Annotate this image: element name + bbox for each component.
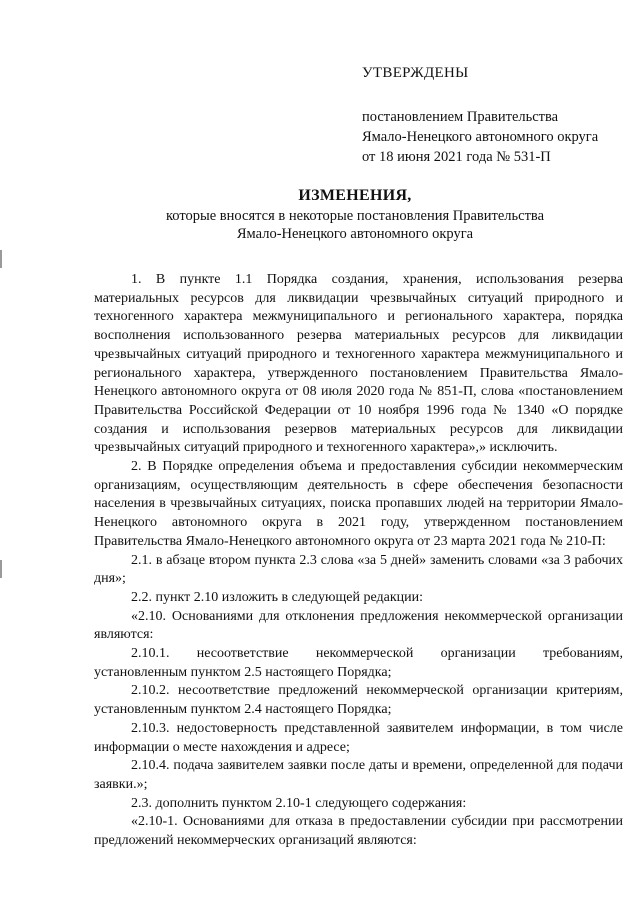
approval-line: Ямало-Ненецкого автономного округа: [362, 129, 599, 145]
document-title: ИЗМЕНЕНИЯ,: [298, 187, 412, 204]
paragraph-item-2-2: 2.2. пункт 2.10 изложить в следующей редакции:: [131, 589, 423, 605]
paragraph-item-2-10-1: 2.10.1. несоответствие некоммерческой организации требованиям, установленным пунктом 2.5 настоящего Порядка;: [94, 646, 623, 680]
scan-edge-mark: [0, 560, 2, 578]
paragraph-item-1: 1. В пункте 1.1 Порядка создания, хранения, использования резерва материальных ресурсов для ликвидации чрезвычайных ситуаций природного и техногенного характера межмуниципального и регионального характера, порядка восполнения использованного резерва материальных ресурсов для ликвидации чрезвычайных ситуаций природного и техногенного характера межмуниципального и регионального характера, утвержденного постановлением Правительства Ямало-Ненецкого автономного округа от 08 июля 2020 года № 851-П, слова «постановлением Правительства Российской Федерации от 10 ноября 1996 года № 1340 «О порядке создания и использования резервов материальных ресурсов для ликвидации чрезвычайных ситуаций природного и техногенного характера»,» исключить.: [94, 272, 623, 456]
approval-line: от 18 июня 2021 года № 531-П: [362, 149, 551, 165]
approval-heading: УТВЕРЖДЕНЫ: [362, 65, 469, 81]
paragraph-item-2-3: 2.3. дополнить пунктом 2.10-1 следующего содержания:: [131, 795, 467, 811]
scan-edge-mark: [0, 250, 2, 268]
document-subtitle: которые вносятся в некоторые постановления Правительства: [165, 208, 545, 224]
document-body: [94, 271, 623, 851]
paragraph-item-2-10: «2.10. Основаниями для отклонения предложения некоммерческой организации являются:: [94, 608, 623, 643]
document-subtitle: Ямало-Ненецкого автономного округа: [236, 226, 474, 242]
paragraph-item-2-10-4: 2.10.4. подача заявителем заявки после даты и времени, определенной для подачи заявки.»;: [94, 758, 623, 792]
paragraph-item-2-10-2: 2.10.2. несоответствие предложений некоммерческой организации критериям, установленным пунктом 2.4 настоящего Порядка;: [94, 683, 623, 718]
paragraph-item-2-1: 2.1. в абзаце втором пункта 2.3 слова «за 5 дней» заменить словами «за 3 рабочих дня»;: [94, 552, 623, 587]
document-title-block: [40, 187, 640, 243]
approval-block: [362, 63, 598, 167]
paragraph-item-2-10-3: 2.10.3. недостоверность представленной заявителем информации, в том числе информации о месте нахождения и адресе;: [94, 720, 623, 755]
paragraph-item-2-10-1-new: «2.10-1. Основаниями для отказа в предоставлении субсидии при рассмотрении предложений некоммерческих организаций являются:: [94, 814, 623, 849]
paragraph-item-2: 2. В Порядке определения объема и предоставления субсидии некоммерческим организациям, осуществляющим деятельность в сфере обеспечения безопасности населения в чрезвычайных ситуациях, поиска пропавших людей на территории Ямало-Ненецкого автономного округа в 2021 году, утвержденном постановлением Правительства Ямало-Ненецкого автономного округа от 23 марта 2021 года № 210-П:: [94, 459, 623, 549]
approval-line: постановлением Правительства: [362, 109, 559, 125]
